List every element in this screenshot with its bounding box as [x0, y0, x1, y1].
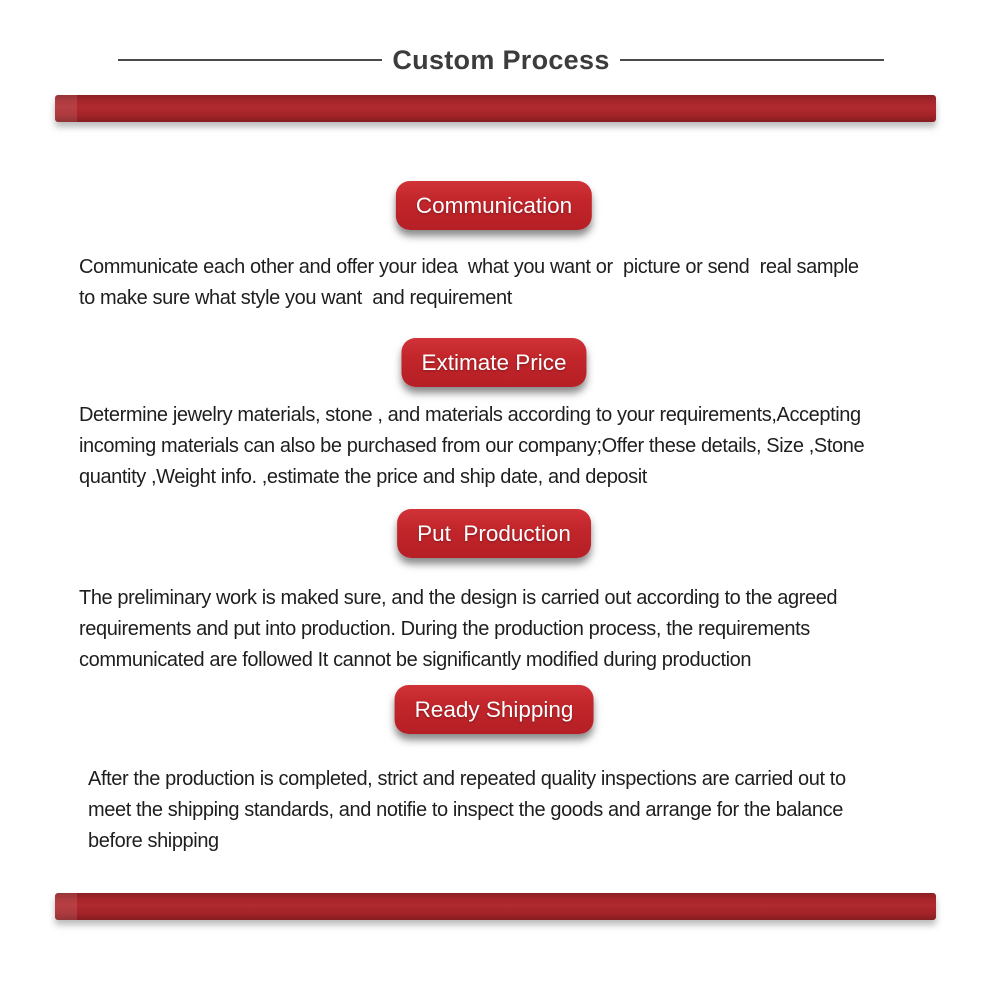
description-line: incoming materials can also be purchased from our company;Offer these details, Size ,Stone — [79, 435, 865, 457]
section-header — [118, 44, 884, 76]
step-badge-estimate-price: Extimate Price — [401, 338, 586, 387]
top-accent-bar — [55, 95, 936, 122]
description-line: quantity ,Weight info. ,estimate the price and ship date, and deposit — [79, 466, 647, 488]
bottom-accent-bar — [55, 893, 936, 920]
step-badge-put-production: Put Production — [397, 509, 591, 558]
description-line: communicated are followed It cannot be significantly modified during production — [79, 649, 752, 671]
description-line: before shipping — [88, 830, 219, 852]
step-badge-ready-shipping: Ready Shipping — [395, 685, 594, 734]
step-description-put-production — [79, 583, 970, 676]
divider-line-right — [620, 59, 884, 61]
description-line: The preliminary work is maked sure, and the design is carried out according to the agreed — [79, 587, 838, 609]
description-line: to make sure what style you want and requirement — [79, 287, 512, 309]
description-line: requirements and put into production. During the production process, the requirements — [79, 618, 810, 640]
description-line: Determine jewelry materials, stone , and materials according to your requirements,Accepting — [79, 404, 861, 426]
description-line: Communicate each other and offer your idea what you want or picture or send real sample — [79, 256, 859, 278]
description-line: meet the shipping standards, and notifie to inspect the goods and arrange for the balance — [88, 799, 843, 821]
step-badge-communication: Communication — [396, 181, 592, 230]
description-line: After the production is completed, strict and repeated quality inspections are carried out to — [88, 768, 846, 790]
step-description-communication — [79, 252, 970, 314]
step-description-estimate-price — [79, 400, 970, 493]
step-description-ready-shipping — [88, 764, 970, 857]
divider-line-left — [118, 59, 382, 61]
page-title: Custom Process — [392, 44, 610, 75]
